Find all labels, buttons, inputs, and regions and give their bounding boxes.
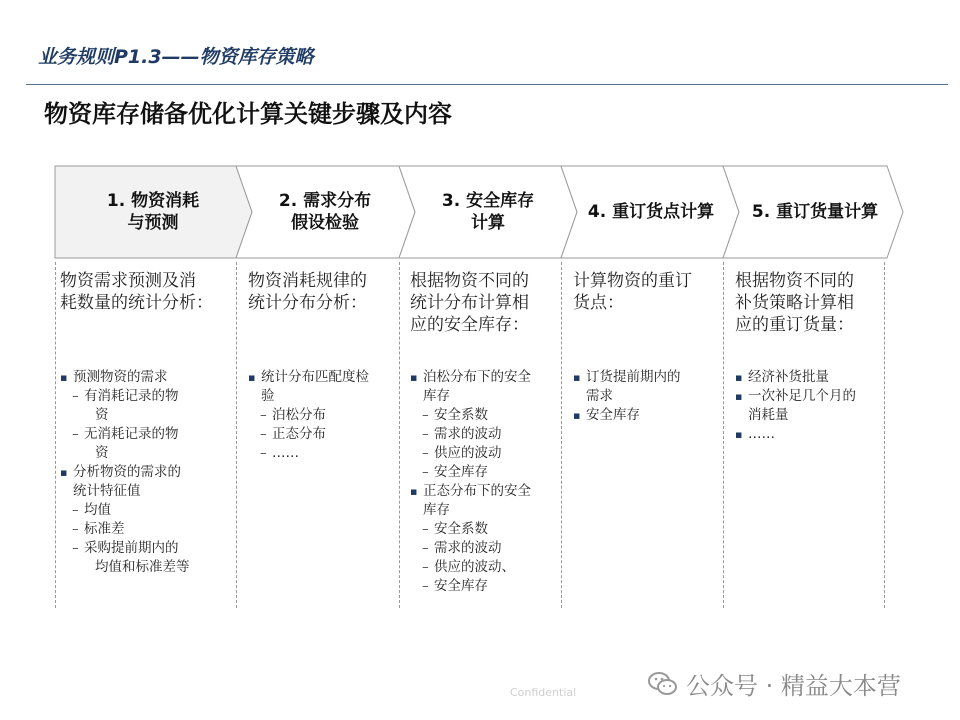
column-divider: [884, 262, 885, 608]
list-item: – 供应的波动、: [410, 558, 558, 577]
list-item: ▪ 统计分布匹配度检: [248, 368, 396, 387]
list-item: – 无消耗记录的物: [60, 425, 232, 444]
column-5-list: [735, 368, 883, 444]
list-item: 统计特征值: [73, 483, 141, 499]
step-2-label: 2. 需求分布 假设检验: [278, 191, 372, 233]
list-item: ▪ 经济补货批量: [735, 368, 883, 387]
column-3-list: [410, 368, 558, 596]
list-item: – 均值: [60, 501, 232, 520]
column-divider: [236, 262, 237, 608]
list-item: ▪ ……: [735, 425, 883, 444]
list-item: 库存: [423, 502, 450, 518]
step-5-label: 5. 重订货量计算: [751, 202, 879, 222]
column-4-list: [573, 368, 721, 425]
confidential-label: Confidential: [510, 686, 577, 699]
list-item: ▪ 订货提前期内的: [573, 368, 721, 387]
list-item: ▪ 安全库存: [573, 406, 721, 425]
list-item: – 有消耗记录的物: [60, 387, 232, 406]
section-header: 业务规则P1.3——物资库存策略: [38, 46, 314, 68]
list-item: ▪ 一次补足几个月的: [735, 387, 883, 406]
wechat-icon: [648, 671, 678, 697]
list-item: – 需求的波动: [410, 539, 558, 558]
column-4-heading: 计算物资的重订 货点：: [573, 271, 692, 313]
list-item: 需求: [586, 388, 613, 404]
column-1-list: [60, 368, 232, 577]
list-item: – 安全库存: [410, 463, 558, 482]
column-3-heading: 根据物资不同的 统计分布计算相 应的安全库存：: [410, 271, 529, 335]
list-item: ▪ 正态分布下的安全: [410, 482, 558, 501]
column-divider: [399, 262, 400, 608]
list-item: – 安全库存: [410, 577, 558, 596]
column-5-heading: 根据物资不同的 补货策略计算相 应的重订货量：: [735, 271, 854, 335]
watermark: [648, 666, 901, 701]
list-item: – 采购提前期内的: [60, 539, 232, 558]
list-item: – 需求的波动: [410, 425, 558, 444]
column-divider: [561, 262, 562, 608]
step-1-label: 1. 物资消耗 与预测: [106, 191, 200, 233]
list-item: – 安全系数: [410, 406, 558, 425]
page-title: 物资库存储备优化计算关键步骤及内容: [44, 100, 452, 128]
list-item: – ……: [248, 444, 396, 463]
list-item: 均值和标准差等: [95, 559, 190, 575]
column-2-list: [248, 368, 396, 463]
list-item: ▪ 预测物资的需求: [60, 368, 232, 387]
list-item: – 泊松分布: [248, 406, 396, 425]
column-divider: [723, 262, 724, 608]
list-item: – 安全系数: [410, 520, 558, 539]
column-2-heading: 物资消耗规律的 统计分布分析：: [248, 271, 367, 313]
step-3-label: 3. 安全库存 计算: [441, 191, 535, 233]
list-item: – 正态分布: [248, 425, 396, 444]
step-4-label: 4. 重订货点计算: [587, 202, 715, 222]
column-divider: [55, 262, 56, 608]
list-item: 资: [95, 407, 109, 423]
list-item: 资: [95, 445, 109, 461]
list-item: ▪ 泊松分布下的安全: [410, 368, 558, 387]
list-item: – 供应的波动: [410, 444, 558, 463]
column-1-heading: 物资需求预测及消 耗数量的统计分析：: [60, 271, 213, 313]
list-item: – 标准差: [60, 520, 232, 539]
list-item: 验: [261, 388, 275, 404]
watermark-text: 公众号 · 精益大本营: [686, 672, 901, 700]
list-item: ▪ 分析物资的需求的: [60, 463, 232, 482]
list-item: 库存: [423, 388, 450, 404]
list-item: 消耗量: [748, 407, 789, 423]
